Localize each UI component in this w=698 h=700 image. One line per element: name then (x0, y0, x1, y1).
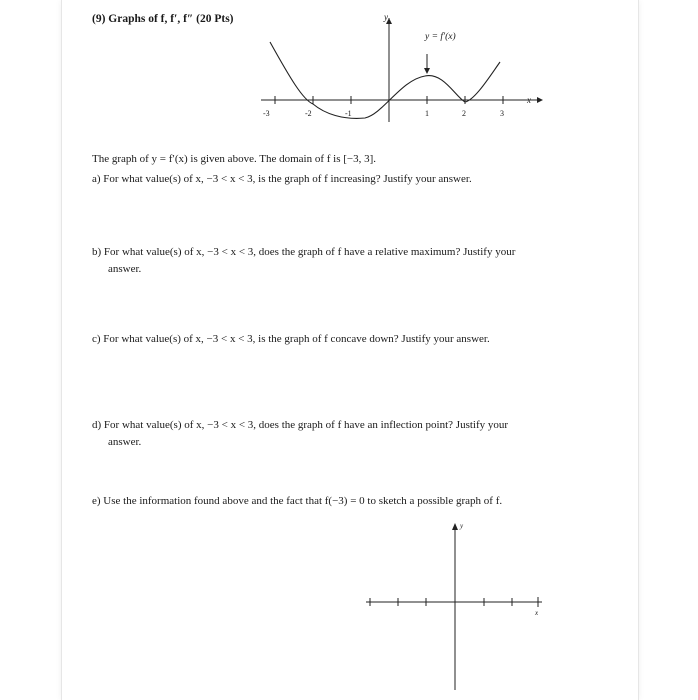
curve-label: y = f′(x) (425, 32, 456, 42)
sketch-y-arrow (452, 523, 458, 530)
sketch-y-label: y (460, 522, 464, 530)
tick-label-neg3: -3 (263, 109, 270, 118)
tick-label-2: 2 (462, 109, 466, 118)
y-axis-label: y (384, 12, 388, 22)
question-a: a) For what value(s) of x, −3 < x < 3, is the graph of f increasing? Justify your answer. (92, 173, 472, 185)
question-d-cont: answer. (108, 436, 142, 448)
tick-label-3: 3 (500, 109, 504, 118)
question-b-cont: answer. (108, 263, 142, 275)
question-d: d) For what value(s) of x, −3 < x < 3, does the graph of f have an inflection point? Justify your (92, 419, 509, 431)
x-axis-label-text: x (527, 95, 531, 105)
sketch-x-label: x (535, 609, 539, 617)
x-axis-arrow (537, 97, 543, 103)
question-e: e) Use the information found above and the fact that f(−3) = 0 to sketch a possible graph of f. (92, 495, 503, 507)
sketch-axes (360, 518, 550, 693)
tick-label-neg1: -1 (345, 109, 352, 118)
question-b: b) For what value(s) of x, −3 < x < 3, does the graph of f have a relative maximum? Justify your (92, 246, 516, 258)
question-c: c) For what value(s) of x, −3 < x < 3, is the graph of f concave down? Justify your answer. (92, 333, 490, 345)
problem-title: (9) Graphs of f, f′, f″ (20 Pts) (92, 13, 234, 25)
tick-label-1: 1 (425, 109, 429, 118)
intro-text: The graph of y = f′(x) is given above. The domain of f is [−3, 3]. (92, 153, 377, 165)
tick-label-neg2: -2 (305, 109, 312, 118)
